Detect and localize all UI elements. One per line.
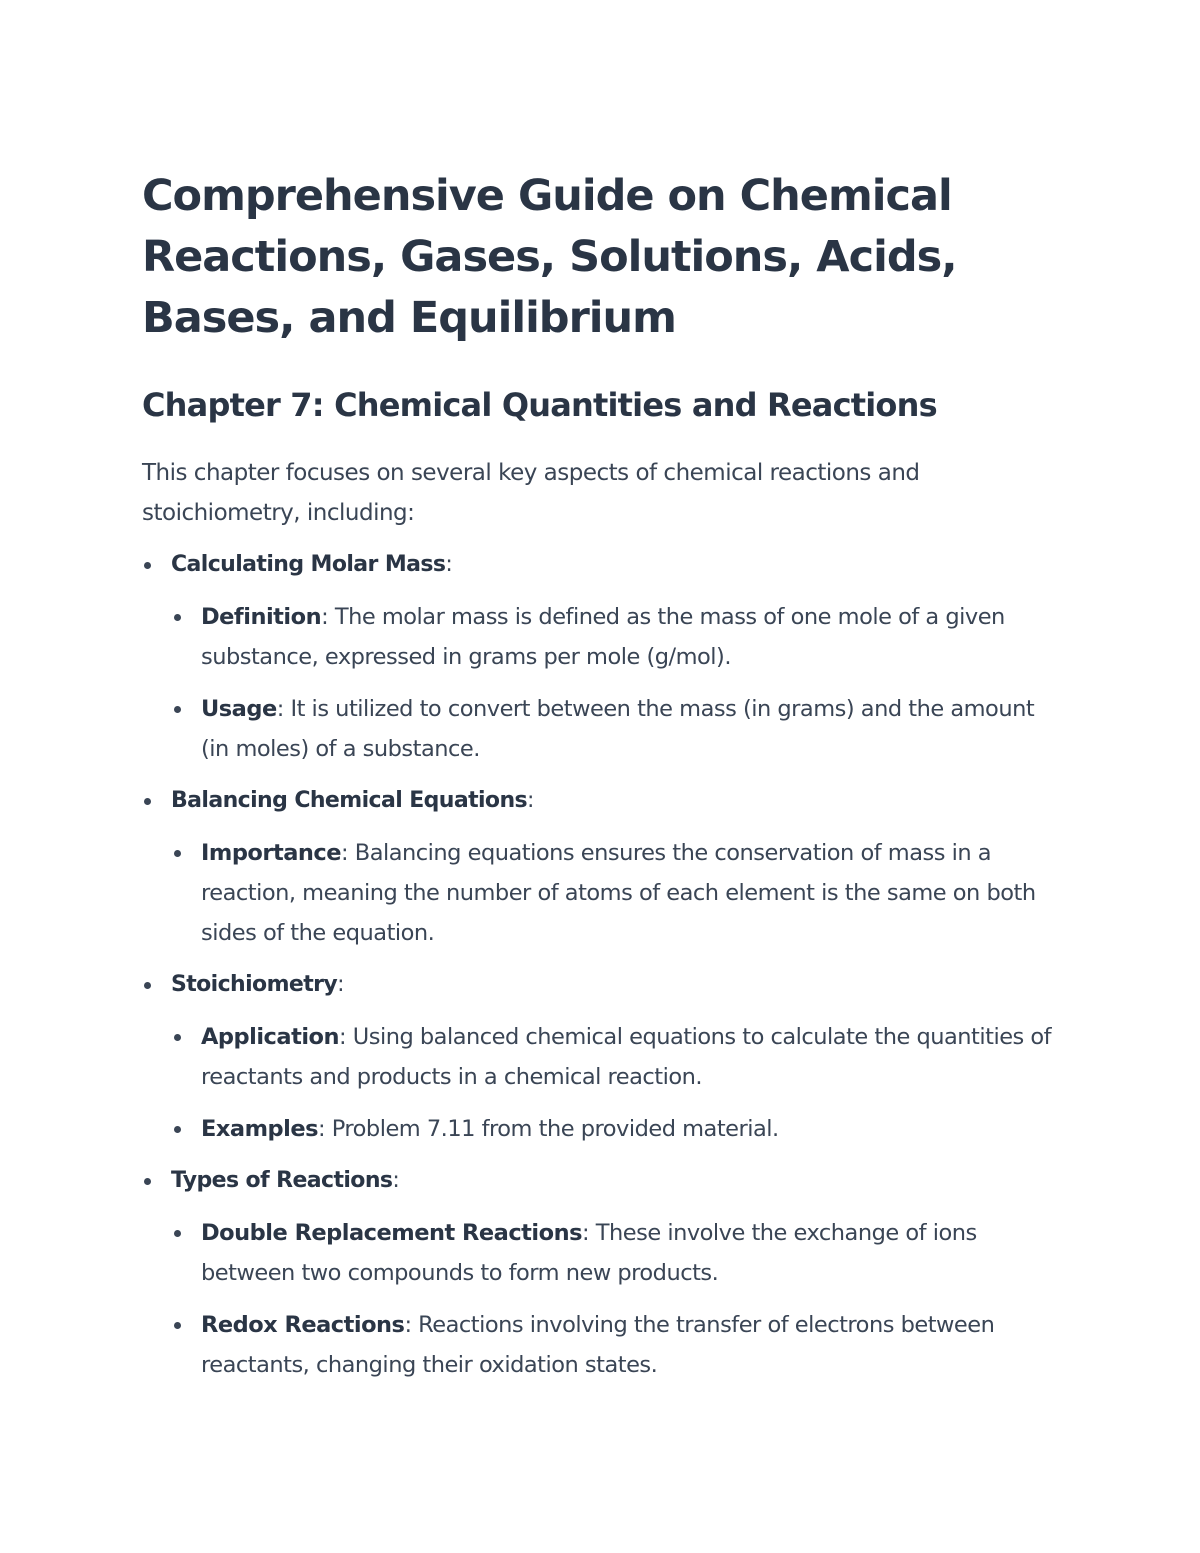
topic-separator: : — [392, 1168, 400, 1193]
topic-term: Calculating Molar Mass — [171, 552, 446, 577]
subtopic-item — [171, 1109, 1057, 1149]
topic-list — [142, 545, 1057, 1385]
bullet-icon — [174, 1230, 181, 1237]
subtopic-term: Application — [201, 1024, 340, 1050]
intro-paragraph: This chapter focuses on several key aspects of chemical reactions and stoichiometry, including: — [142, 460, 920, 526]
subtopic-list — [171, 1017, 1057, 1149]
document-page — [142, 166, 1057, 1385]
subtopic-text: : Using balanced chemical equations to calculate the quantities of reactants and products in a chemical reaction. — [201, 1024, 1052, 1090]
subtopic-text: : Problem 7.11 from the provided material. — [317, 1116, 779, 1142]
bullet-icon — [174, 1322, 181, 1329]
bullet-icon — [144, 982, 151, 989]
bullet-icon — [174, 850, 181, 857]
subtopic-text: : Reactions involving the transfer of electrons between reactants, changing their oxidation states. — [201, 1312, 995, 1378]
subtopic-list — [171, 597, 1057, 769]
bullet-icon — [144, 562, 151, 569]
topic-item — [142, 545, 1057, 769]
subtopic-list — [171, 1213, 1057, 1385]
subtopic-item — [171, 1017, 1057, 1097]
subtopic-text: : Balancing equations ensures the conservation of mass in a reaction, meaning the number of atoms of each element is the same on both sides of the equation. — [201, 840, 1036, 946]
bullet-icon — [174, 706, 181, 713]
subtopic-term: Double Replacement Reactions — [201, 1220, 583, 1246]
topic-item — [142, 965, 1057, 1149]
topic-term: Balancing Chemical Equations — [171, 788, 528, 813]
subtopic-item — [171, 833, 1057, 953]
subtopic-term: Examples — [201, 1116, 318, 1142]
topic-separator: : — [337, 972, 344, 997]
topic-term: Types of Reactions — [171, 1168, 393, 1193]
topic-item — [142, 781, 1057, 953]
document-title: Comprehensive Guide on Chemical Reactions, Gases, Solutions, Acids, Bases, and Equilibrium — [142, 171, 957, 343]
subtopic-term: Importance — [201, 840, 342, 866]
subtopic-item — [171, 1305, 1057, 1385]
bullet-icon — [174, 1126, 181, 1133]
subtopic-term: Usage — [201, 696, 277, 722]
bullet-icon — [144, 1178, 151, 1185]
topic-separator: : — [527, 788, 534, 813]
subtopic-term: Definition — [201, 604, 322, 630]
topic-separator: : — [445, 552, 453, 577]
subtopic-item — [171, 689, 1057, 769]
chapter-heading: Chapter 7: Chemical Quantities and Reactions — [142, 386, 937, 424]
subtopic-list — [171, 833, 1057, 953]
subtopic-text: : It is utilized to convert between the mass (in grams) and the amount (in moles) of a substance. — [201, 696, 1035, 762]
bullet-icon — [174, 614, 181, 621]
subtopic-item — [171, 1213, 1057, 1293]
subtopic-text: : The molar mass is defined as the mass of one mole of a given substance, expressed in grams per mole (g/mol). — [201, 604, 1005, 670]
subtopic-text: : These involve the exchange of ions between two compounds to form new products. — [201, 1220, 977, 1286]
subtopic-item — [171, 597, 1057, 677]
bullet-icon — [174, 1034, 181, 1041]
topic-term: Stoichiometry — [171, 972, 338, 997]
bullet-icon — [144, 798, 151, 805]
topic-item — [142, 1161, 1057, 1385]
subtopic-term: Redox Reactions — [201, 1312, 405, 1338]
